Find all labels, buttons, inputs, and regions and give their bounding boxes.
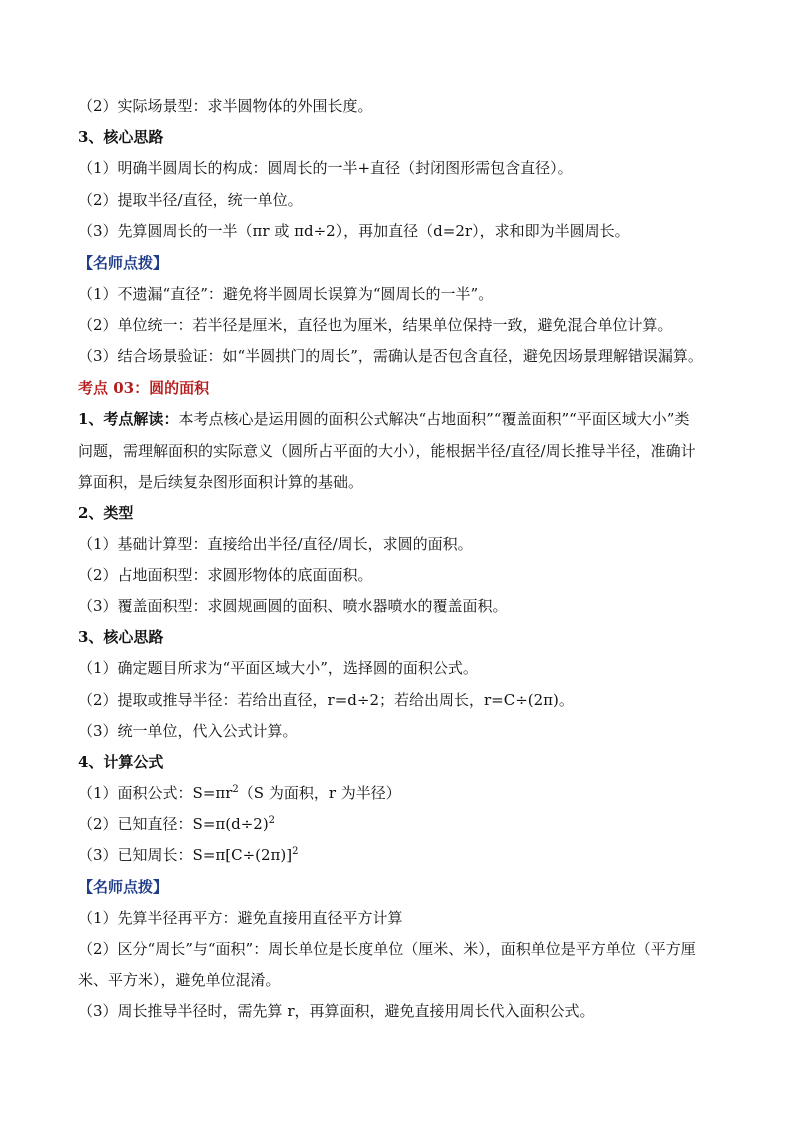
text-line: （3）覆盖面积型：求圆规画圆的面积、喷水器喷水的覆盖面积。 [78,597,508,615]
text-line: （2）区分“周长”与“面积”：周长单位是长度单位（厘米、米），面积单位是平方单位（平方厘 [78,940,696,958]
text-line [78,409,738,429]
formula-text: （3）已知周长：S=π[C÷(2π)] [78,846,293,864]
text-span: 本考点核心是运用圆的面积公式解决“占地面积”“覆盖面积”“平面区域大小”类 [178,410,690,428]
formula-note: （S 为面积，r 为半径） [238,784,401,802]
tip-heading: 【名师点拨】 [78,878,169,896]
text-line: （3）统一单位，代入公式计算。 [78,722,298,740]
section-heading: 3、核心思路 [78,128,164,146]
superscript: 2 [268,815,276,826]
text-line: （3）先算圆周长的一半（πr 或 πd÷2），再加直径（d=2r），求和即为半圆周长。 [78,222,630,240]
section-heading: 3、核心思路 [78,628,164,646]
text-line: （1）不遗漏“直径”：避免将半圆周长误算为“圆周长的一半”。 [78,285,494,303]
text-line: 问题，需理解面积的实际意义（圆所占平面的大小），能根据半径/直径/周长推导半径，准确计 [78,442,696,460]
text-line: （1）先算半径再平方：避免直接用直径平方计算 [78,909,403,927]
text-line: （3）周长推导半径时，需先算 r，再算面积，避免直接用周长代入面积公式。 [78,1002,595,1020]
formula-line [78,845,738,865]
text-line: （1）明确半圆周长的构成：圆周长的一半+直径（封闭图形需包含直径）。 [78,159,573,177]
superscript: 2 [292,846,299,857]
section-heading: 2、类型 [78,504,134,522]
text-line: （1）基础计算型：直接给出半径/直径/周长，求圆的面积。 [78,535,473,553]
text-line: （2）占地面积型：求圆形物体的底面面积。 [78,566,373,584]
text-line: 算面积，是后续复杂图形面积计算的基础。 [78,473,364,491]
text-line: （2）提取半径/直径，统一单位。 [78,191,303,209]
text-line: （2）实际场景型：求半圆物体的外围长度。 [78,97,373,115]
label-bold: 1、考点解读： [78,410,179,428]
formula-text: （1）面积公式：S=πr [78,784,233,802]
text-line: 米、平方米），避免单位混淆。 [78,971,281,989]
formula-text: （2）已知直径：S=π(d÷2) [78,815,269,833]
text-line: （3）结合场景验证：如“半圆拱门的周长”，需确认是否包含直径，避免因场景理解错误漏算。 [78,347,703,365]
text-line: （2）单位统一：若半径是厘米，直径也为厘米，结果单位保持一致，避免混合单位计算。 [78,316,673,334]
text-line: （2）提取或推导半径：若给出直径，r=d÷2；若给出周长，r=C÷(2π)。 [78,691,574,709]
text-line: （1）确定题目所求为“平面区域大小”，选择圆的面积公式。 [78,659,478,677]
section-heading: 4、计算公式 [78,753,164,771]
topic-heading: 考点 03：圆的面积 [78,379,210,397]
tip-heading: 【名师点拨】 [78,254,169,272]
formula-line [78,814,738,834]
formula-line [78,783,738,803]
superscript: 2 [232,784,239,795]
